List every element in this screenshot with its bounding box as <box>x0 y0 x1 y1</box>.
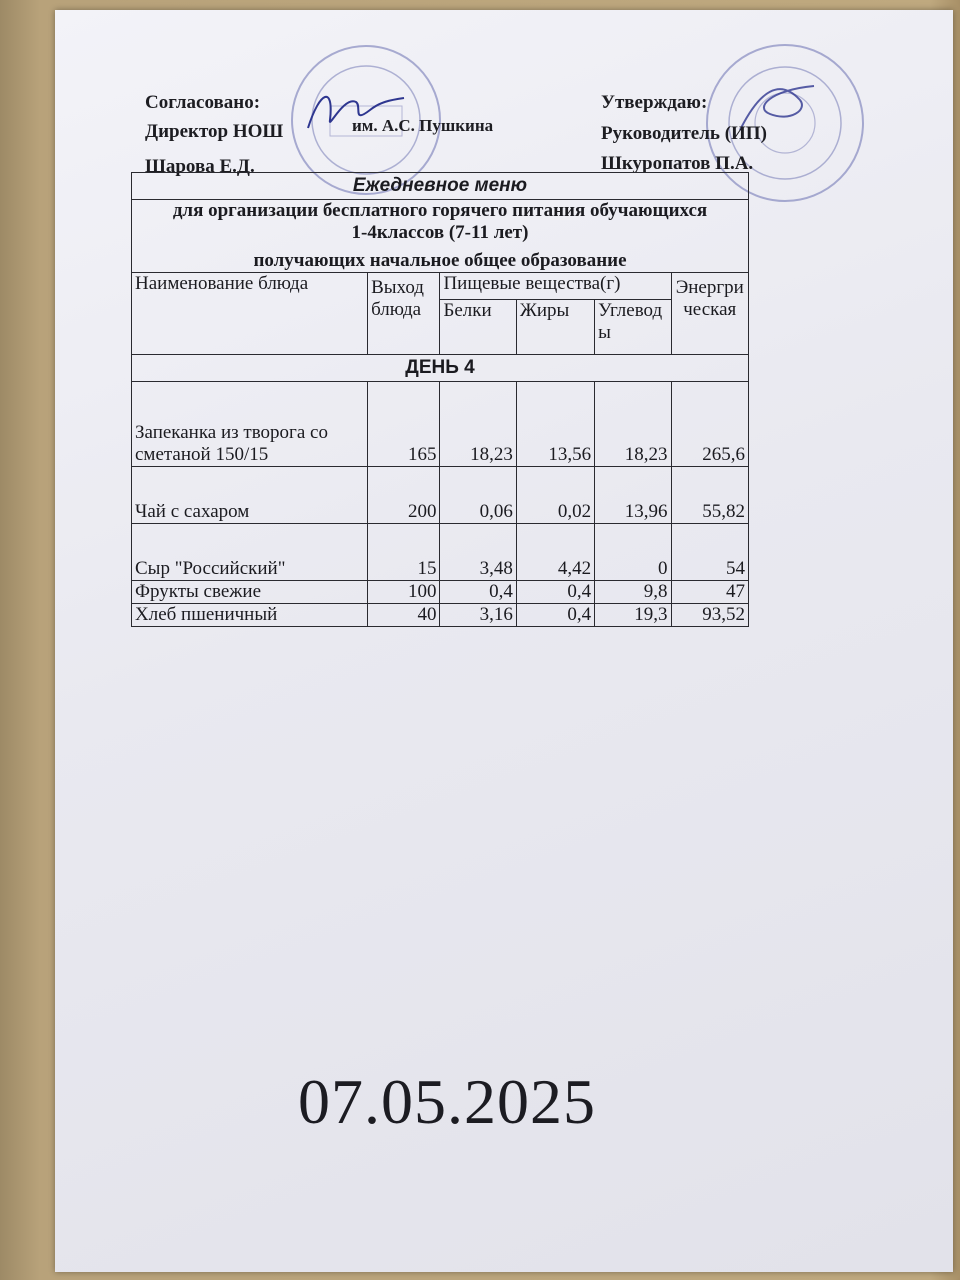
director-name: Шарова Е.Д. <box>145 156 255 177</box>
dish-protein: 0,06 <box>440 467 516 524</box>
dish-yield: 100 <box>368 581 440 604</box>
col-header-name: Наименование блюда <box>132 273 368 355</box>
dish-yield: 165 <box>368 382 440 467</box>
table-row <box>132 581 749 604</box>
dish-protein: 0,4 <box>440 581 516 604</box>
table-row <box>132 524 749 581</box>
table-row <box>132 382 749 467</box>
dish-fat: 0,4 <box>516 581 594 604</box>
approval-label-left: Согласовано: <box>145 92 261 113</box>
col-header-yield: Выход блюда <box>368 273 440 355</box>
head-name: Шкуропатов П.А. <box>601 153 754 174</box>
dish-yield: 200 <box>368 467 440 524</box>
dish-name: Запеканка из творога со сметаной 150/15 <box>132 382 368 467</box>
dish-carbs: 18,23 <box>595 382 671 467</box>
dish-protein: 3,16 <box>440 604 516 627</box>
dish-yield: 15 <box>368 524 440 581</box>
director-title: Директор НОШ <box>145 121 284 142</box>
col-header-nutrients: Пищевые вещества(г) <box>440 273 671 300</box>
dish-carbs: 19,3 <box>595 604 671 627</box>
approval-label-right: Утверждаю: <box>601 92 708 113</box>
menu-subtitle <box>132 200 749 273</box>
table-row <box>132 467 749 524</box>
dish-name: Чай с сахаром <box>132 467 368 524</box>
menu-table <box>131 172 749 627</box>
dish-energy: 265,6 <box>671 382 748 467</box>
col-header-carbs: Углеводы <box>595 300 671 355</box>
day-label: ДЕНЬ 4 <box>132 355 749 382</box>
subtitle-line-2: получающих начальное общее образование <box>253 250 627 271</box>
dish-energy: 47 <box>671 581 748 604</box>
school-name: им. А.С. Пушкина <box>352 116 494 135</box>
dish-energy: 93,52 <box>671 604 748 627</box>
col-header-protein: Белки <box>440 300 516 355</box>
col-header-fat: Жиры <box>516 300 594 355</box>
col-header-energy: Энергрическая <box>671 273 748 355</box>
dish-energy: 54 <box>671 524 748 581</box>
dish-fat: 4,42 <box>516 524 594 581</box>
menu-date: 07.05.2025 <box>298 1066 596 1137</box>
dish-protein: 18,23 <box>440 382 516 467</box>
dish-name: Фрукты свежие <box>132 581 368 604</box>
dish-fat: 13,56 <box>516 382 594 467</box>
head-title: Руководитель (ИП) <box>601 123 767 144</box>
dish-name: Сыр "Российский" <box>132 524 368 581</box>
dish-carbs: 0 <box>595 524 671 581</box>
dish-yield: 40 <box>368 604 440 627</box>
subtitle-line-1: для организации бесплатного горячего питания обучающихся 1-4классов (7-11 лет) <box>172 200 708 243</box>
menu-title: Ежедневное меню <box>132 173 749 200</box>
dish-fat: 0,4 <box>516 604 594 627</box>
table-row <box>132 604 749 627</box>
dish-name: Хлеб пшеничный <box>132 604 368 627</box>
dish-carbs: 13,96 <box>595 467 671 524</box>
dish-energy: 55,82 <box>671 467 748 524</box>
dish-carbs: 9,8 <box>595 581 671 604</box>
dish-fat: 0,02 <box>516 467 594 524</box>
dish-protein: 3,48 <box>440 524 516 581</box>
